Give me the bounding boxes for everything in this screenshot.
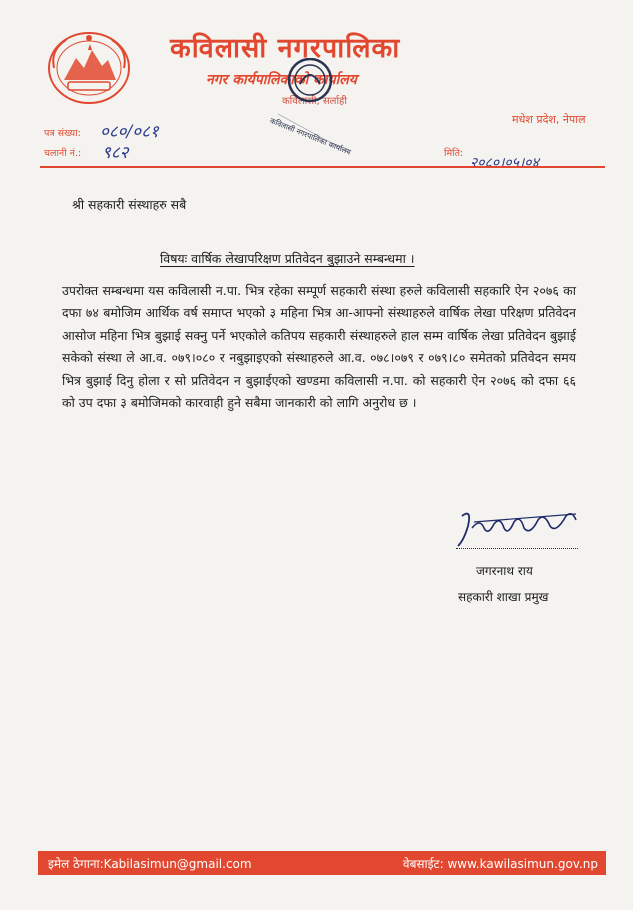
- dispatch-label: चलानी नं.:: [44, 148, 82, 159]
- date-label: मिति:: [444, 148, 464, 159]
- signature-mark: [454, 506, 582, 552]
- stamp-text: कविलासी नगरपालिका कार्यालय: [268, 116, 353, 157]
- footer-website: वेबसाईट: www.kawilasimun.gov.np: [402, 857, 598, 871]
- footer-bar: [38, 851, 606, 875]
- recipient: श्री सहकारी संस्थाहरु सबै: [72, 197, 187, 212]
- address: कविलासी, सर्लाही: [282, 96, 347, 107]
- dispatch-value: ९८२: [102, 143, 129, 163]
- letter-body: उपरोक्त सम्बन्धमा यस कविलासी न.पा. भित्र रहेका सम्पूर्ण सहकारी संस्था हरुले कविलासी सहकारि ऐन २०७६ का दफा ७४ बमोजिम आर्थिक वर्ष समाप्त भएको ३ महिना भित्र आ-आफ्नो संस्थाहरुले वार्षिक लेखा परिक्षण प्रतिवेदन आसोज महिना भित्र बुझाई सक्नु पर्ने भएकोले कतिपय सहकारी संस्थाहरुले हाल सम्म वार्षिक लेखा प्रतिवेदन बुझाई सकेको संस्था ले आ.व. ०७९।०८० र नबुझाइएको संस्थाहरुले आ.व. ०७८।०७९ र ०७९।८० समेतको प्रतिवेदन समय भित्र बुझाई दिनु होला र सो प्रतिवेदन न बुझाईएको खण्डमा कविलासी न.पा. को सहकारी ऐन २०७६ को दफा ६६ को उप दफा ३ बमोजिमको कारवाही हुने सबैमा जानकारी को लागि अनुरोध छ ।: [62, 283, 576, 411]
- header-divider: [40, 166, 605, 168]
- ref-value: ०८०/०८१: [100, 122, 159, 142]
- nepal-emblem-icon: [46, 30, 132, 108]
- signer-name: जगरनाथ राय: [476, 564, 533, 578]
- org-name: कविलासी नगरपालिका: [170, 33, 401, 64]
- subject-line: विषयः वार्षिक लेखापरिक्षण प्रतिवेदन बुझाउने सम्बन्धमा ।: [160, 251, 415, 266]
- province: मधेश प्रदेश, नेपाल: [512, 113, 586, 126]
- date-value: २०८०।०५।०४: [470, 155, 539, 171]
- office-name: नगर कार्यपालिकाको कार्यालय: [206, 72, 357, 88]
- ref-label: पत्र संख्या:: [44, 128, 81, 139]
- signer-title: सहकारी शाखा प्रमुख: [458, 590, 549, 604]
- footer-email: इमेल ठेगाना:Kabilasimun@gmail.com: [48, 857, 252, 871]
- signature-line: [456, 548, 578, 549]
